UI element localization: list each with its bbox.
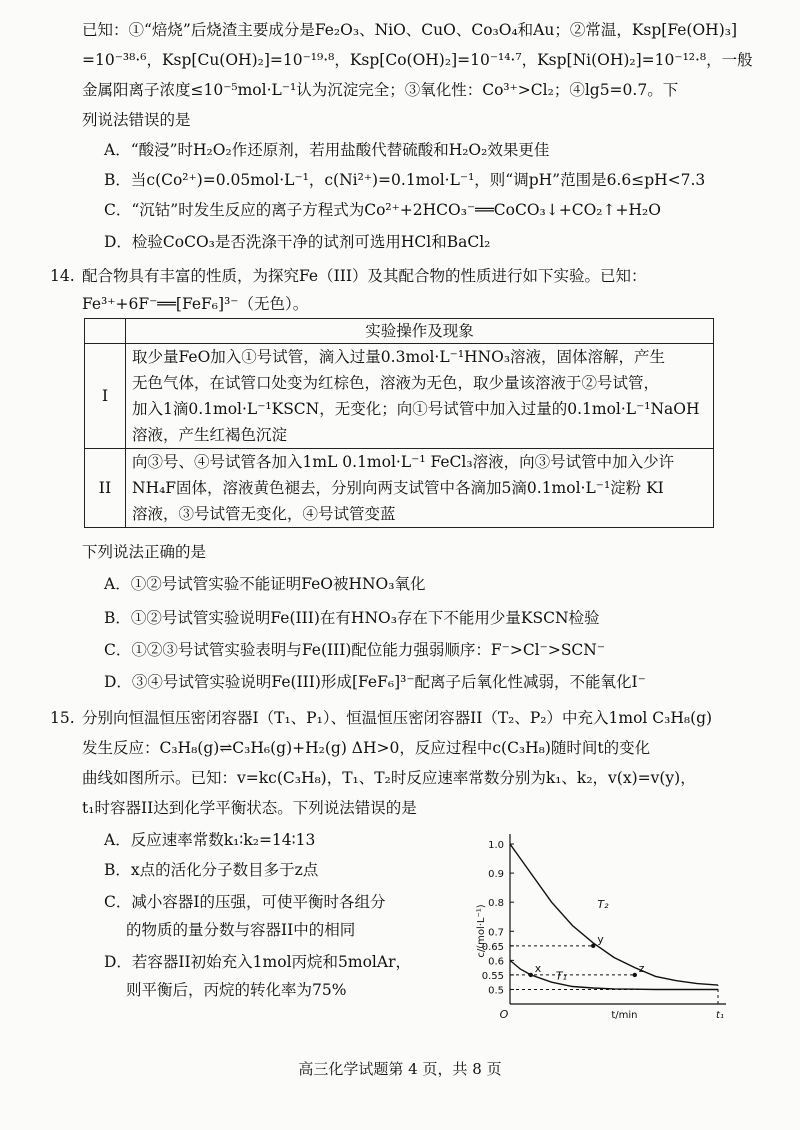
x-end-label: t₁ xyxy=(716,1010,724,1021)
experiment-row-2-number: II xyxy=(85,449,126,528)
q15-option-c-line-2: 的物质的量分数与容器II中的相同 xyxy=(126,921,356,939)
page-footer: 高三化学试题第 4 页，共 8 页 xyxy=(298,1060,502,1078)
q15-stem-line-2: 发生反应：C₃H₈(g)⇌C₃H₆(g)+H₂(g) ΔH>0，反应过程中c(C₃H₈)随时间t的变化 xyxy=(82,739,651,757)
row-1-line-1: 取少量FeO加入①号试管，滴入过量0.3mol·L⁻¹HNO₃溶液，固体溶解，产生 xyxy=(132,348,666,366)
point-label-z: z xyxy=(638,961,645,975)
experiment-row-1-content xyxy=(126,344,714,449)
x-axis-label: t/min xyxy=(611,1010,638,1021)
q13-known-line-2: =10⁻³⁸·⁶，Ksp[Cu(OH)₂]=10⁻¹⁹·⁸，Ksp[Co(OH)₂]=10⁻¹⁴·⁷，Ksp[Ni(OH)₂]=10⁻¹²·⁸，一般 xyxy=(82,51,753,69)
y-tick-label: 0.65 xyxy=(481,941,504,953)
q15-stem-line-4: t₁时容器II达到化学平衡状态。下列说法错误的是 xyxy=(82,799,417,817)
point-label-y: y xyxy=(597,932,604,946)
y-tick-label: 0.7 xyxy=(488,927,504,939)
q13-option-b: B．当c(Co²⁺)=0.05mol·L⁻¹，c(Ni²⁺)=0.1mol·L⁻¹，则“调pH”范围是6.6≤pH<7.3 xyxy=(104,171,706,189)
point-y xyxy=(591,944,595,948)
experiment-row-2-content xyxy=(126,449,714,528)
q14-option-a: A．①②号试管实验不能证明FeO被HNO₃氧化 xyxy=(104,575,426,593)
q13-option-c: C．“沉钴”时发生反应的离子方程式为Co²⁺+2HCO₃⁻══CoCO₃↓+CO₂↑+H₂O xyxy=(104,201,661,219)
origin-label: O xyxy=(499,1008,509,1021)
q14-question: 下列说法正确的是 xyxy=(82,543,207,561)
q14-option-b: B．①②号试管实验说明Fe(III)在有HNO₃存在下不能用少量KSCN检验 xyxy=(104,609,600,627)
y-tick-label: 0.8 xyxy=(488,898,504,910)
row-2-line-3: 溶液，③号试管无变化，④号试管变蓝 xyxy=(132,505,396,523)
row-1-line-3: 加入1滴0.1mol·L⁻¹KSCN，无变化；向①号试管中加入过量的0.1mol·L⁻¹NaOH xyxy=(132,400,700,418)
q15-stem-line-3: 曲线如图所示。已知：v=kc(C₃H₈)，T₁、T₂时反应速率常数分别为k₁、k₂，v(x)=v(y)， xyxy=(82,769,696,787)
y-tick-label: 1.0 xyxy=(488,840,504,851)
experiment-row-2 xyxy=(85,449,714,528)
q14-option-d: D．③④号试管实验说明Fe(III)形成[FeF₆]³⁻配离子后氧化性减弱，不能氧化I⁻ xyxy=(104,673,646,691)
q15-number: 15. xyxy=(50,709,75,727)
q15-stem-line-1: 分别向恒温恒压密闭容器I（T₁、P₁）、恒温恒压密闭容器II（T₂、P₂）中充入1mol C₃H₈(g) xyxy=(82,709,713,727)
y-tick-label: 0.9 xyxy=(488,869,504,881)
point-label-x: x xyxy=(534,961,542,975)
y-tick-label: 0.55 xyxy=(481,970,504,982)
concentration-time-chart xyxy=(470,826,740,1026)
q14-stem-line-1: 配合物具有丰富的性质，为探究Fe（III）及其配合物的性质进行如下实验。已知： xyxy=(82,267,647,285)
q13-known-line-4: 列说法错误的是 xyxy=(82,111,191,129)
q14-option-c: C．①②③号试管实验表明与Fe(III)配位能力强弱顺序：F⁻>Cl⁻>SCN⁻ xyxy=(104,641,606,659)
row-2-line-1: 向③号、④号试管各加入1mL 0.1mol·L⁻¹ FeCl₃溶液，向③号试管中加入少许 xyxy=(132,453,675,471)
y-tick-label: 0.6 xyxy=(488,956,504,968)
experiment-row-1-number: I xyxy=(85,344,126,449)
y-axis-label: c/(mol·L⁻¹) xyxy=(476,904,487,958)
series-label-t1: T₁ xyxy=(555,969,567,983)
series-label-t2: T₂ xyxy=(597,898,609,911)
row-1-line-4: 溶液，产生红褐色沉淀 xyxy=(132,426,288,444)
row-2-line-2: NH₄F固体，溶液黄色褪去，分别向两支试管中各滴加5滴0.1mol·L⁻¹淀粉 KI xyxy=(132,479,664,497)
q15-option-b: B．x点的活化分子数目多于z点 xyxy=(104,861,319,879)
table-header-title: 实验操作及现象 xyxy=(126,319,714,344)
y-tick-label: 0.5 xyxy=(488,985,504,997)
row-1-line-2: 无色气体，在试管口处变为红棕色，溶液为无色，取少量该溶液于②号试管， xyxy=(132,374,660,392)
chart-layer xyxy=(476,834,726,1021)
table-header-blank xyxy=(85,319,126,344)
experiment-table-header-row xyxy=(85,319,714,344)
q14-number: 14. xyxy=(50,267,75,285)
q15-option-c-line-1: C．减小容器I的压强，可使平衡时各组分 xyxy=(104,893,386,911)
q13-option-a: A．“酸浸”时H₂O₂作还原剂，若用盐酸代替硫酸和H₂O₂效果更佳 xyxy=(104,141,550,159)
q14-stem-line-2: Fe³⁺+6F⁻══[FeF₆]³⁻（无色）。 xyxy=(82,295,309,313)
point-z xyxy=(633,973,637,977)
q15-option-a: A．反应速率常数k₁∶k₂=14∶13 xyxy=(104,831,316,849)
q13-known-line-1: 已知：①“焙烧”后烧渣主要成分是Fe₂O₃、NiO、CuO、Co₃O₄和Au；②常温，Ksp[Fe(OH)₃] xyxy=(82,21,738,39)
q13-known-line-3: 金属阳离子浓度≤10⁻⁵mol·L⁻¹认为沉淀完全；③氧化性：Co³⁺>Cl₂；④lg5=0.7。下 xyxy=(82,81,679,99)
experiment-table xyxy=(84,318,714,528)
point-x xyxy=(529,973,533,977)
q15-option-d-line-1: D．若容器II初始充入1mol丙烷和5molAr， xyxy=(104,953,411,971)
q15-option-d-line-2: 则平衡后，丙烷的转化率为75% xyxy=(126,981,347,999)
q13-option-d: D．检验CoCO₃是否洗涤干净的试剂可选用HCl和BaCl₂ xyxy=(104,233,491,251)
experiment-row-1 xyxy=(85,344,714,449)
